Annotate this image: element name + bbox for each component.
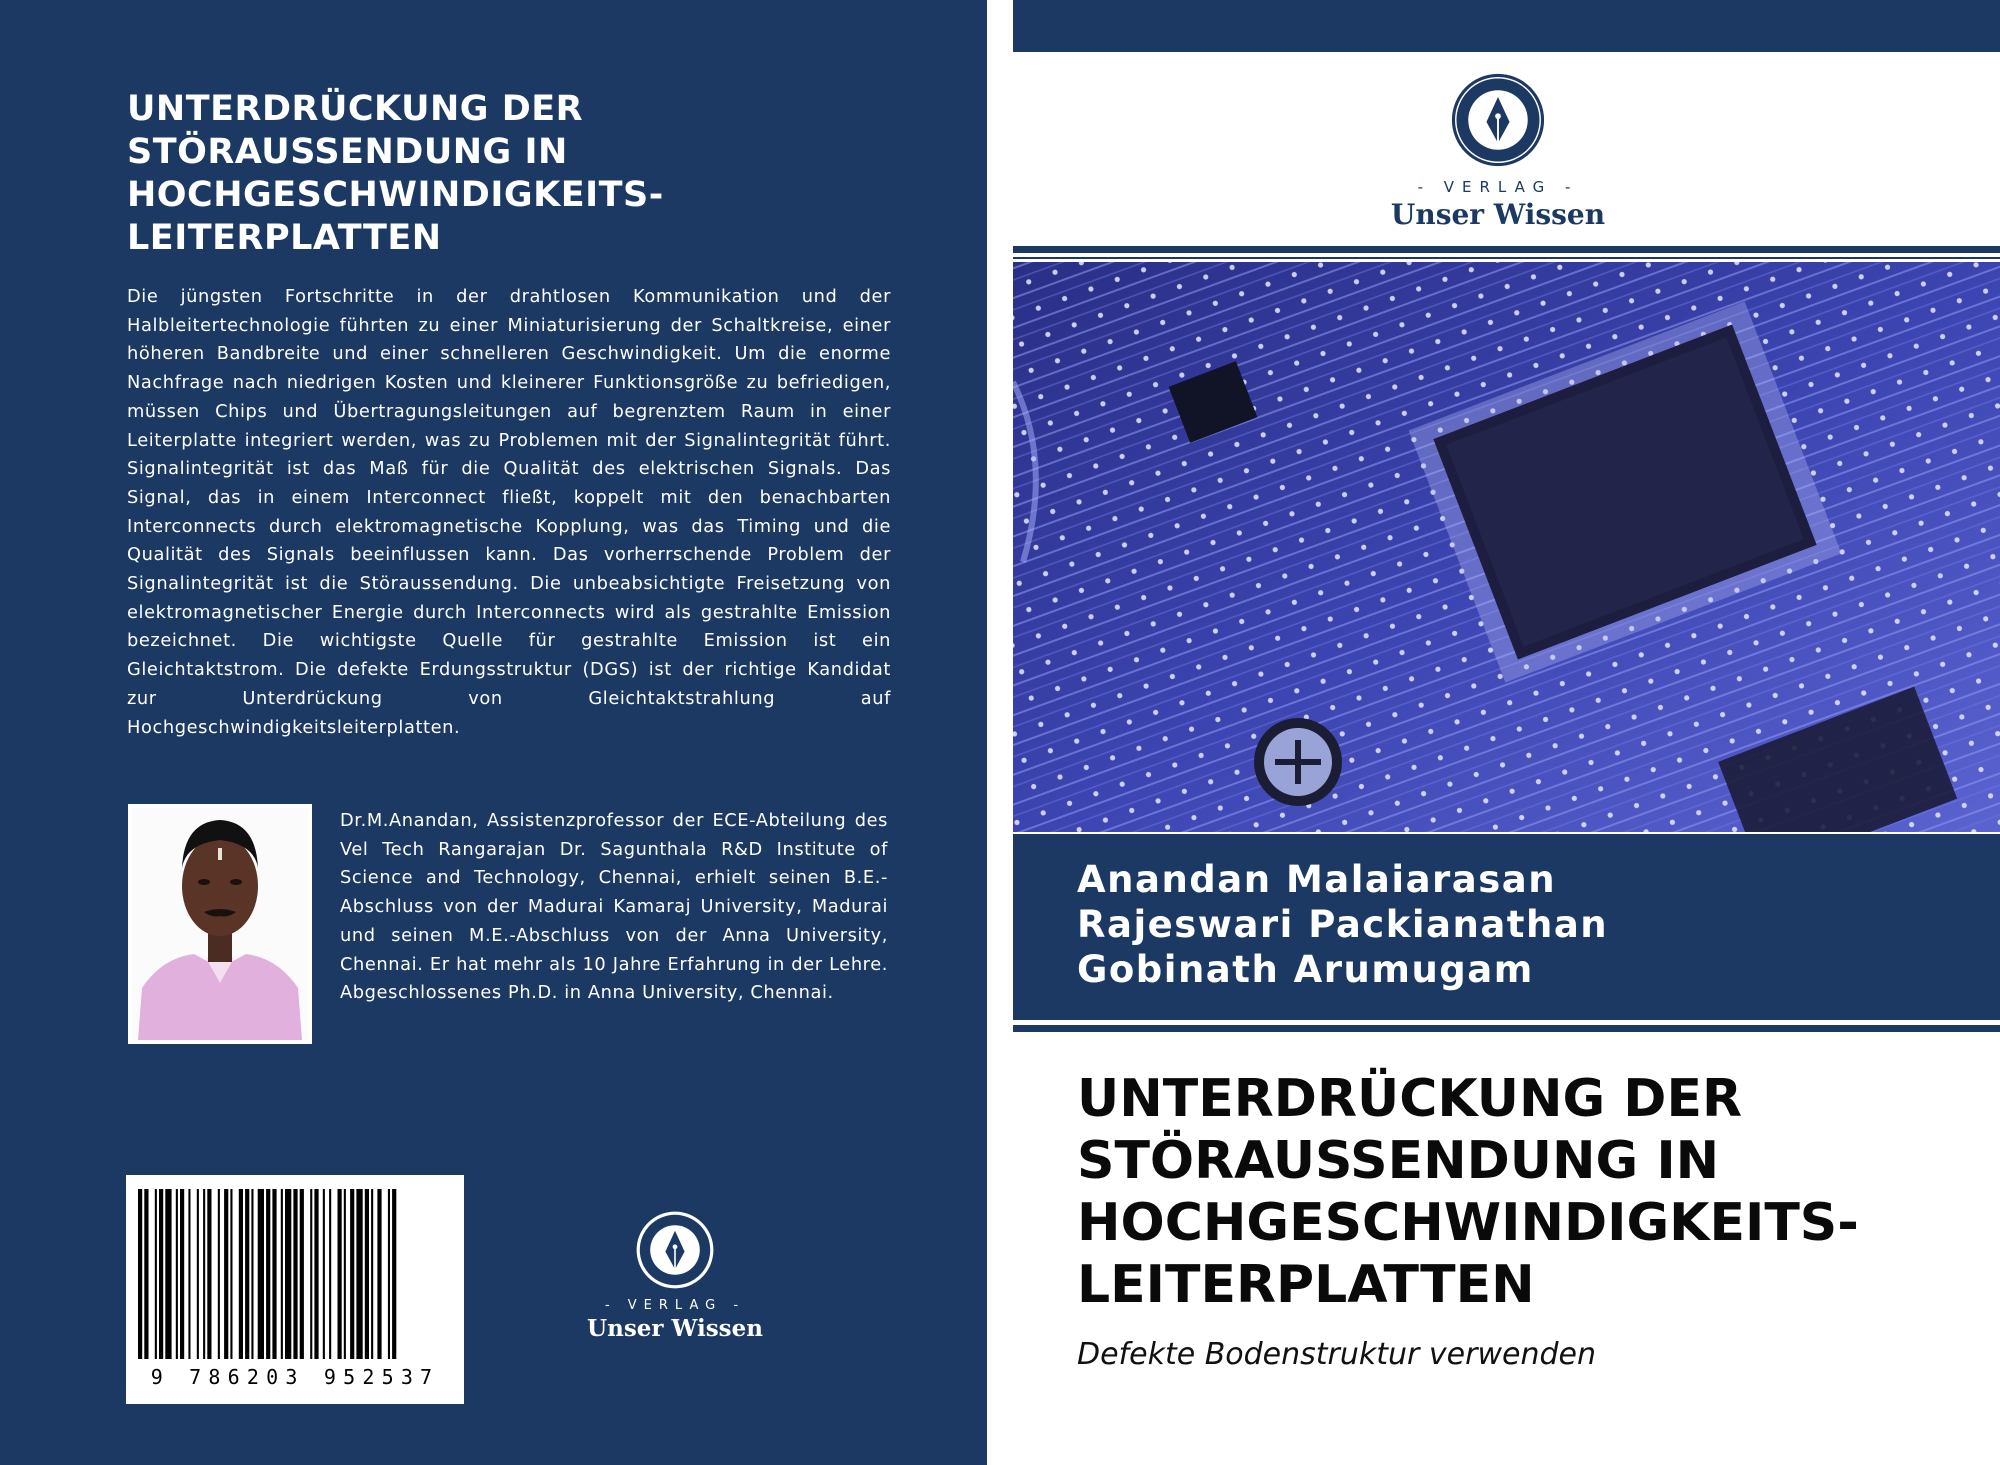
barcode-bar [338, 1189, 342, 1359]
book-blurb: Die jüngsten Fortschritte in der drahtlosen Kommunikation und der Halbleitertechnologie führten zu einer Miniaturisierung der Schaltkreise, einer höheren Bandbreite und einer schnelleren Geschwindigkeit. Um die enorme Nachfrage nach niedrigen Kosten und kleinerer Funktionsgröße zu befriedigen, müssen Chips und Übertragungsleitungen auf begrenztem Raum in einer Leiterplatte integriert werden, was zu Problemen mit der Signalintegrität führt. Signalintegrität ist das Maß für die Qualität des elektrischen Signals. Das Signal, das in einem Interconnect fließt, koppelt mit den benachbarten Interconnects durch elektromagnetische Kopplung, was das Timing und die Qualität des Signals beeinflussen kann. Das vorherrschende Problem der Signalintegrität ist die Störaussendung. Die unbeabsichtigte Freisetzung von elektromagnetischer Energie durch Interconnects wird als gestrahlte Emission bezeichnet. Die wichtigste Quelle für gestrahlte Emission ist ein Gleichtaktstrom. Die defekte Erdungsstruktur (DGS) ist der richtige Kandidat zur Unterdrückung von Gleichtaktstrahlung auf Hochgeschwindigkeitsleiterplatten. [127, 286, 891, 738]
barcode-bar [245, 1189, 249, 1359]
barcode-bar [314, 1189, 318, 1359]
barcode-bar [188, 1189, 190, 1359]
barcode-bar [293, 1189, 297, 1359]
barcode-bar [180, 1189, 184, 1359]
back-title-line: LEITERPLATTEN [127, 218, 442, 258]
barcode-bars [138, 1189, 452, 1359]
barcode-bar [285, 1189, 291, 1359]
back-title-line: UNTERDRÜCKUNG DER [127, 89, 584, 129]
barcode-bar [388, 1189, 390, 1359]
back-cover [0, 0, 987, 1465]
front-title-line: STÖRAUSSENDUNG IN [1077, 1131, 1720, 1191]
barcode-bar [371, 1189, 373, 1359]
barcode-bar [365, 1189, 369, 1359]
barcode-bar [310, 1189, 312, 1359]
divider-rule [1013, 257, 2000, 259]
pen-nib-emblem-icon [1450, 72, 1546, 168]
front-logo-verlag: - VERLAG - [1417, 178, 1579, 196]
barcode-bar [176, 1189, 178, 1359]
front-cover-title [1077, 1068, 1977, 1316]
barcode-bar [392, 1189, 396, 1359]
barcode-bar [356, 1189, 362, 1359]
divider-rule [1013, 246, 2000, 253]
front-publisher-logo [1373, 72, 1623, 231]
front-title-line: LEITERPLATTEN [1077, 1255, 1535, 1315]
front-cover [1013, 0, 2000, 1465]
barcode-bar [138, 1189, 142, 1359]
back-cover-title [127, 88, 767, 260]
back-title-line: HOCHGESCHWINDIGKEITS- [127, 175, 664, 215]
author-photo [128, 804, 312, 1044]
barcode-bar [224, 1189, 228, 1359]
pen-nib-emblem-icon [635, 1210, 715, 1290]
barcode-bar [350, 1189, 354, 1359]
spine [987, 0, 1013, 1465]
author-bio: Dr.M.Anandan, Assistenzprofessor der ECE-Abteilung des Vel Tech Rangarajan Dr. Sagunthala R&D Institute of Science and Technology, Chennai, erhielt seinen B.E.-Abschluss von der Madurai Kamaraj University, Madurai und seinen M.E.-Abschluss von der Anna University, Chennai. Er hat mehr als 10 Jahre Erfahrung in der Lehre. Abgeschlossenes Ph.D. in Anna University, Chennai. [340, 810, 888, 1004]
barcode-bar [266, 1189, 270, 1359]
divider-rule [1013, 1025, 2000, 1032]
author-band [1013, 834, 2000, 1020]
circuit-board-chip-image [1013, 262, 2000, 832]
barcode-bar [258, 1189, 264, 1359]
back-publisher-logo [560, 1210, 790, 1342]
author-name: Gobinath Arumugam [1077, 948, 1534, 991]
barcode-bar [155, 1189, 157, 1359]
front-title-line: HOCHGESCHWINDIGKEITS- [1077, 1193, 1859, 1253]
book-subtitle: Defekte Bodenstruktur verwenden [1077, 1337, 1596, 1372]
barcode-bar [165, 1189, 171, 1359]
barcode-bar [300, 1189, 304, 1359]
back-logo-verlag: - VERLAG - [604, 1298, 746, 1313]
barcode-bar [197, 1189, 199, 1359]
barcode-bar [344, 1189, 346, 1359]
front-top-bar [1013, 0, 2000, 52]
front-logo-brand: Unser Wissen [1390, 198, 1606, 231]
author-portrait-image [132, 808, 308, 1040]
barcode-bar [281, 1189, 283, 1359]
back-logo-brand: Unser Wissen [587, 1315, 763, 1342]
barcode-bar [159, 1189, 163, 1359]
barcode-bar [144, 1189, 148, 1359]
barcode-digits: 9 786203 952537 [150, 1365, 440, 1389]
barcode-bar [230, 1189, 232, 1359]
front-title-line: UNTERDRÜCKUNG DER [1077, 1069, 1743, 1129]
barcode-bar [323, 1189, 325, 1359]
barcode-bar [239, 1189, 243, 1359]
barcode-bar [272, 1189, 276, 1359]
barcode-bar [203, 1189, 205, 1359]
barcode-bar [207, 1189, 211, 1359]
barcode-bar [377, 1189, 381, 1359]
author-name: Rajeswari Packianathan [1077, 903, 1609, 946]
back-title-line: STÖRAUSSENDUNG IN [127, 132, 568, 172]
isbn-barcode [126, 1175, 464, 1404]
barcode-bar [329, 1189, 331, 1359]
barcode-bar [251, 1189, 253, 1359]
author-name: Anandan Malaiarasan [1077, 858, 1557, 901]
barcode-bar [218, 1189, 220, 1359]
